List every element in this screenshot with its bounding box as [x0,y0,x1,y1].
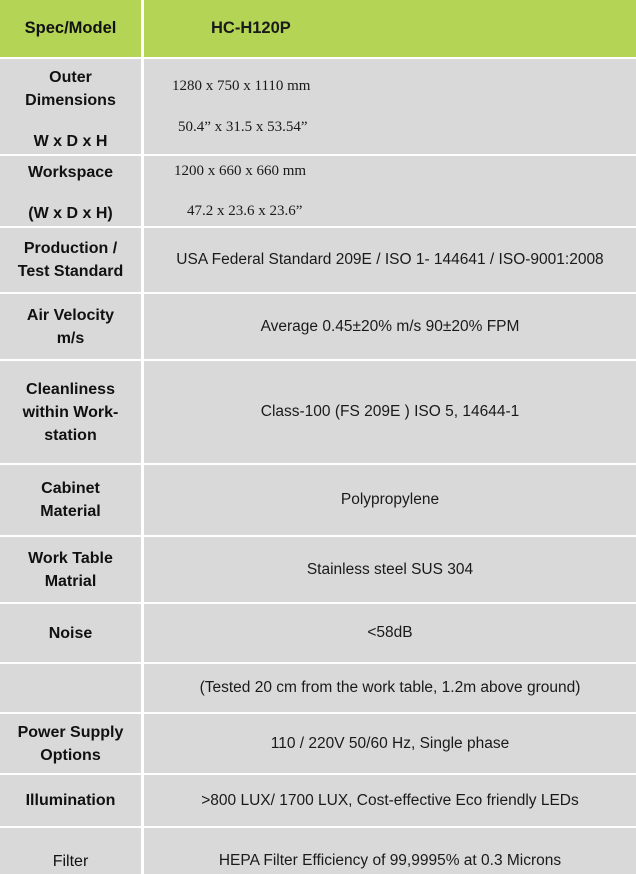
outer-dimensions-inches: 50.4” x 31.5 x 53.54” [178,119,308,135]
workspace-inches: 47.2 x 23.6 x 23.6” [187,203,303,219]
power-supply-text: 110 / 220V 50/60 Hz, Single phase [270,734,510,752]
spec-model-header [0,0,144,57]
work-table-material-row [0,535,636,602]
cleanliness-label-line2: within Work- [22,403,119,421]
noise-note-value [144,664,636,712]
filter-value [144,828,636,874]
outer-dimensions-mm: 1280 x 750 x 1110 mm [172,78,311,94]
work-table-material-label-line2: Matrial [44,572,97,590]
air-velocity-value [144,294,636,359]
cabinet-material-row [0,463,636,535]
filter-text: HEPA Filter Efficiency of 99,9995% at 0.3 Microns [218,852,562,869]
work-table-material-text: Stainless steel SUS 304 [306,560,474,578]
cabinet-material-label-line2: Material [40,503,101,520]
noise-note-row [0,662,636,712]
cleanliness-label-line1: Cleanliness [26,380,115,398]
noise-note-label-empty [0,664,144,712]
production-standard-value [144,228,636,292]
workspace-row [0,154,636,226]
cabinet-material-text: Polypropylene [340,491,440,508]
air-velocity-text: Average 0.45±20% m/s 90±20% FPM [260,317,520,335]
workspace-label-line1: Workspace [27,164,114,181]
production-standard-text: USA Federal Standard 209E / ISO 1- 144641 / ISO-9001:2008 [176,251,604,268]
air-velocity-row [0,292,636,359]
cleanliness-text: Class-100 (FS 209E ) ISO 5, 14644-1 [260,403,520,420]
model-header [144,0,636,57]
workspace-value [144,156,636,226]
cleanliness-row [0,359,636,463]
work-table-material-label-line1: Work Table [28,549,113,567]
outer-dimensions-label-line1: Outer [49,69,92,86]
production-standard-label [0,228,144,292]
workspace-label-line2: (W x D x H) [28,205,113,222]
noise-label-text: Noise [48,624,93,642]
illumination-label [0,775,144,826]
noise-note-text: (Tested 20 cm from the work table, 1.2m above ground) [199,679,581,696]
production-standard-row [0,226,636,292]
outer-dimensions-label-line2: Dimensions [25,92,116,109]
work-table-material-label [0,537,144,602]
cleanliness-label [0,361,144,463]
outer-dimensions-label [0,59,144,154]
cleanliness-value [144,361,636,463]
outer-dimensions-value [144,59,636,154]
air-velocity-label-line1: Air Velocity [26,306,115,324]
cleanliness-label-line3: station [44,426,97,444]
air-velocity-label [0,294,144,359]
power-supply-label [0,714,144,773]
model-name: HC-H120P [211,19,291,37]
illumination-row [0,773,636,826]
illumination-text: >800 LUX/ 1700 LUX, Cost-effective Eco friendly LEDs [201,791,579,809]
power-supply-row [0,712,636,773]
illumination-value [144,775,636,826]
noise-text: <58dB [367,624,413,641]
filter-row [0,826,636,874]
filter-label [0,828,144,874]
power-supply-label-line1: Power Supply [17,723,124,741]
workspace-label [0,156,144,226]
outer-dimensions-row [0,57,636,154]
power-supply-label-line2: Options [40,746,101,764]
power-supply-value [144,714,636,773]
table-header-row [0,0,636,57]
work-table-material-value [144,537,636,602]
noise-label [0,604,144,662]
production-standard-label-line1: Production / [23,240,118,257]
cabinet-material-value [144,465,636,535]
production-standard-label-line2: Test Standard [17,263,124,280]
workspace-mm: 1200 x 660 x 660 mm [174,163,307,179]
noise-row [0,602,636,662]
noise-value [144,604,636,662]
cabinet-material-label-line1: Cabinet [41,480,100,497]
filter-label-text: Filter [52,852,89,870]
cabinet-material-label [0,465,144,535]
spec-model-label: Spec/Model [24,19,117,37]
illumination-label-text: Illumination [25,792,116,809]
air-velocity-label-line2: m/s [56,329,85,347]
outer-dimensions-label-line3: W x D x H [33,133,108,150]
